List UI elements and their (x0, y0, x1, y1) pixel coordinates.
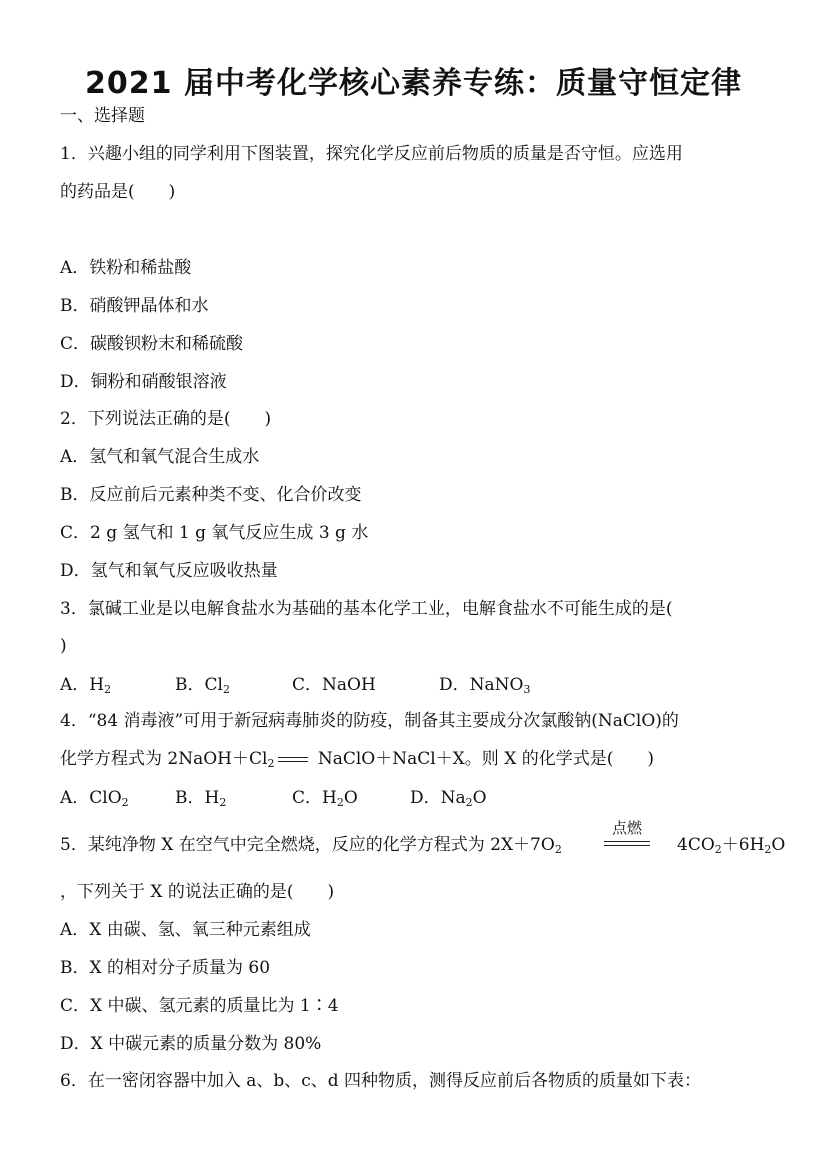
page-title: 2021 届中考化学核心素养专练：质量守恒定律 (85, 66, 742, 101)
q5-option-d: D．X 中碳元素的质量分数为 80% (60, 1034, 322, 1054)
equals-sign (278, 757, 308, 762)
q4-option-d: D．$Na_2O$ (410, 788, 487, 809)
q3-option-a: A．$H_2$ (60, 675, 112, 696)
q3-option-b: B．$Cl_2$ (175, 675, 230, 696)
q5-stem-line1: 5．某纯净物 X 在空气中完全燃烧，反应的化学方程式为 $2X+7O_2$ (60, 835, 562, 856)
equation-bar-top (604, 841, 650, 842)
q4-option-a: A．ClO$_2$ (60, 788, 129, 809)
q1-option-a: A．铁粉和稀盐酸 (60, 258, 192, 278)
q3-stem-line2: ) (60, 636, 67, 656)
q2-stem: 2．下列说法正确的是( ) (60, 409, 272, 429)
q5-option-c: C．X 中碳、氢元素的质量比为 1∶4 (60, 996, 339, 1016)
reaction-condition: 点燃 (611, 819, 642, 837)
q4-option-c: C．$H_2O$ (292, 788, 358, 809)
q1-option-d: D．铜粉和硝酸银溶液 (60, 372, 227, 392)
q2-option-d: D．氢气和氧气反应吸收热量 (60, 561, 278, 581)
q5-option-b: B．X 的相对分子质量为 60 (60, 958, 271, 978)
q3-option-c: C．NaOH (292, 675, 376, 695)
q5-stem-line2: ，下列关于 X 的说法正确的是( ) (60, 882, 335, 902)
q4-option-b: B．$H_2$ (175, 788, 227, 809)
q3-option-d: D．NaNO$_3$ (439, 675, 531, 696)
q2-option-c: C．2 g 氢气和 1 g 氧气反应生成 3 g 水 (60, 523, 369, 543)
q5-option-a: A．X 由碳、氢、氧三种元素组成 (60, 920, 311, 940)
q2-option-b: B．反应前后元素种类不变、化合价改变 (60, 485, 362, 505)
q1-stem-line2: 的药品是( ) (60, 182, 176, 202)
equation-bar-bottom (604, 845, 650, 846)
q1-option-c: C．碳酸钡粉末和稀硫酸 (60, 334, 244, 354)
q6-stem-line1: 6．在一密闭容器中加入 a、b、c、d 四种物质，测得反应前后各物质的质量如下表： (60, 1071, 702, 1091)
q1-option-b: B．硝酸钾晶体和水 (60, 296, 209, 316)
q5-products: $4CO_2+6H_2O$ (677, 835, 786, 856)
section-heading: 一、选择题 (60, 106, 145, 126)
q4-stem-line2: 化学方程式为 $2NaOH+Cl_2$ NaClO＋NaCl＋X。则 X 的化学式是( ) (60, 749, 654, 770)
q3-stem-line1: 3．氯碱工业是以电解食盐水为基础的基本化学工业，电解食盐水不可能生成的是( (60, 599, 673, 619)
q1-stem-line1: 1．兴趣小组的同学利用下图装置，探究化学反应前后物质的质量是否守恒。应选用 (60, 144, 683, 164)
q4-stem-line1: 4．“84 消毒液”可用于新冠病毒肺炎的防疫，制备其主要成分次氯酸钠(NaClO)的 (60, 711, 679, 731)
q2-option-a: A．氢气和氧气混合生成水 (60, 447, 260, 467)
